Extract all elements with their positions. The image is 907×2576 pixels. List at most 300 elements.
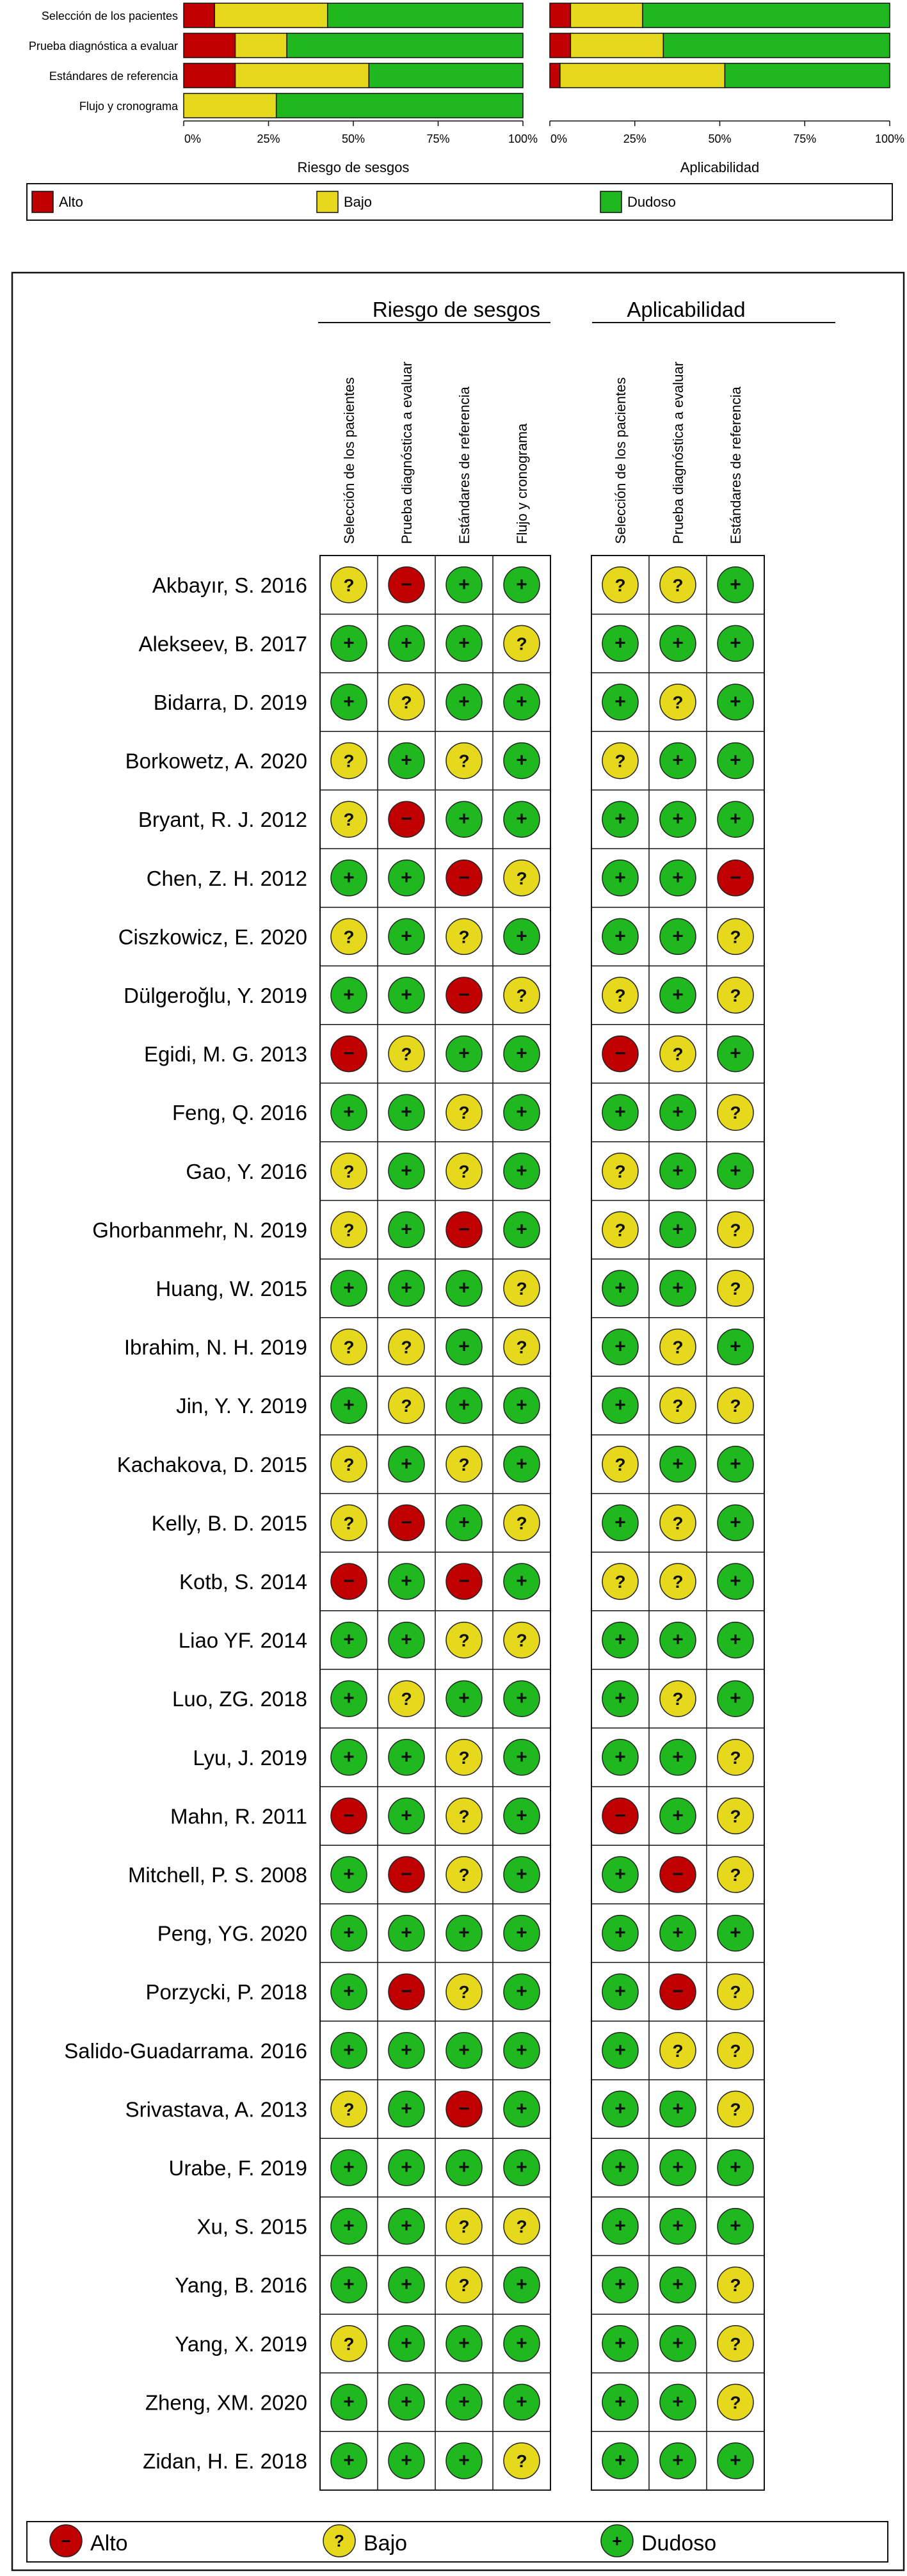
judgement-bajo — [504, 625, 540, 661]
judgement-symbol: ? — [672, 1572, 684, 1592]
judgement-bajo — [389, 1036, 424, 1072]
judgement-symbol: + — [516, 1922, 527, 1944]
judgement-dudoso — [504, 1036, 540, 1072]
judgement-dudoso — [602, 2384, 638, 2420]
judgement-symbol: + — [516, 1160, 527, 1181]
study-label: Jin, Y. Y. 2019 — [176, 1394, 307, 1418]
judgement-symbol: ? — [614, 1572, 626, 1592]
judgement-dudoso — [660, 2209, 696, 2244]
legend-label: Dudoso — [641, 2531, 717, 2556]
judgement-bajo — [504, 1329, 540, 1365]
judgement-symbol: + — [672, 1453, 684, 1475]
judgement-symbol: ? — [730, 2040, 741, 2061]
judgement-bajo — [602, 1564, 638, 1599]
study-label: Mitchell, P. S. 2008 — [127, 1863, 307, 1887]
judgement-dudoso — [660, 2326, 696, 2362]
judgement-dudoso — [446, 1036, 482, 1072]
judgement-dudoso — [504, 1857, 540, 1892]
judgement-symbol: ? — [458, 1865, 470, 1885]
judgement-dudoso — [446, 567, 482, 603]
judgement-dudoso — [660, 2150, 696, 2186]
study-label: Zheng, XM. 2020 — [145, 2390, 307, 2415]
judgement-dudoso — [602, 801, 638, 837]
legend-item-dudoso — [601, 2525, 716, 2557]
judgement-dudoso — [504, 2091, 540, 2127]
judgement-alto — [389, 1857, 424, 1892]
judgement-dudoso — [602, 2443, 638, 2479]
judgement-dudoso — [389, 1916, 424, 1951]
study-label: Luo, ZG. 2018 — [172, 1687, 307, 1711]
judgement-dudoso — [504, 1798, 540, 1834]
judgement-symbol: + — [401, 1160, 412, 1181]
study-label: Porzycki, P. 2018 — [145, 1980, 307, 2004]
judgement-symbol: + — [401, 1922, 412, 1944]
judgement-symbol: + — [516, 691, 527, 712]
judgement-dudoso — [446, 2033, 482, 2068]
judgement-dudoso — [504, 1446, 540, 1482]
judgement-symbol: ? — [516, 986, 527, 1005]
judgement-bajo — [331, 2326, 367, 2362]
judgement-dudoso — [389, 2033, 424, 2068]
judgement-alto — [389, 1505, 424, 1540]
judgement-symbol: + — [401, 749, 412, 771]
study-label: Egidi, M. G. 2013 — [144, 1042, 307, 1066]
study-label: Borkowetz, A. 2020 — [125, 749, 307, 773]
bar-segment-bajo — [184, 93, 277, 118]
judgement-symbol: + — [730, 1629, 741, 1651]
judgement-dudoso — [718, 801, 753, 837]
group-title-riesgo: Riesgo de sesgos — [372, 298, 541, 321]
judgement-bajo — [389, 684, 424, 720]
judgement-dudoso — [331, 2150, 367, 2186]
judgement-symbol: + — [672, 632, 684, 654]
judgement-dudoso — [446, 1916, 482, 1951]
study-label: Yang, B. 2016 — [175, 2273, 307, 2298]
judgement-dudoso — [331, 2267, 367, 2303]
judgement-symbol: + — [730, 1160, 741, 1181]
column-header: Prueba diagnóstica a evaluar — [670, 362, 686, 544]
judgement-symbol: + — [730, 632, 741, 654]
judgement-bajo — [718, 2033, 753, 2068]
judgement-symbol: − — [458, 2098, 470, 2120]
judgement-bajo — [331, 2091, 367, 2127]
judgement-symbol: − — [730, 867, 741, 888]
judgement-symbol: + — [730, 691, 741, 712]
study-label: Ciszkowicz, E. 2020 — [118, 925, 307, 949]
study-label: Ibrahim, N. H. 2019 — [124, 1335, 307, 1359]
study-label: Kelly, B. D. 2015 — [151, 1511, 307, 1535]
judgement-bajo — [331, 743, 367, 779]
judgement-symbol: ? — [614, 1161, 626, 1181]
judgement-dudoso — [331, 1740, 367, 1775]
judgement-symbol: + — [516, 2098, 527, 2120]
judgement-symbol: ? — [516, 1337, 527, 1357]
judgement-symbol: + — [516, 2332, 527, 2354]
judgement-bajo — [602, 977, 638, 1013]
judgement-alto — [389, 567, 424, 603]
judgement-symbol: + — [401, 632, 412, 654]
judgement-symbol: ? — [730, 1103, 741, 1123]
judgement-dudoso — [660, 1212, 696, 1247]
judgement-dudoso — [331, 2384, 367, 2420]
judgement-bajo — [718, 1270, 753, 1306]
judgement-dudoso — [504, 1564, 540, 1599]
judgement-symbol: + — [516, 1219, 527, 1240]
judgement-bajo — [446, 1153, 482, 1189]
judgement-dudoso — [660, 743, 696, 779]
bar-segment-dudoso — [369, 63, 523, 88]
judgement-symbol: ? — [458, 751, 470, 771]
judgement-bajo — [331, 1212, 367, 1247]
judgement-dudoso — [602, 1974, 638, 2010]
judgement-symbol: + — [401, 1746, 412, 1768]
judgement-symbol: + — [401, 1277, 412, 1299]
legend-label: Bajo — [344, 194, 373, 210]
judgement-alto — [446, 1212, 482, 1247]
judgement-symbol: ? — [458, 1161, 470, 1181]
judgement-symbol: + — [401, 867, 412, 888]
judgement-symbol: − — [458, 1219, 470, 1240]
judgement-symbol: ? — [730, 2099, 741, 2120]
judgement-dudoso — [504, 1153, 540, 1189]
judgement-symbol: + — [614, 1512, 626, 1533]
judgement-symbol: + — [343, 1277, 355, 1299]
judgement-symbol: + — [343, 1629, 355, 1651]
judgement-symbol: ? — [401, 692, 412, 712]
judgement-dudoso — [389, 1446, 424, 1482]
judgement-symbol: ? — [343, 751, 355, 771]
judgement-dudoso — [446, 2150, 482, 2186]
judgement-symbol: ? — [730, 2392, 741, 2413]
x-tick-label: 100% — [874, 132, 905, 145]
judgement-symbol: + — [516, 808, 527, 830]
judgement-dudoso — [660, 2384, 696, 2420]
judgement-symbol: + — [516, 1805, 527, 1827]
judgement-bajo — [660, 1681, 696, 1716]
judgement-symbol: + — [614, 2332, 626, 2354]
judgement-dudoso — [389, 1740, 424, 1775]
x-tick-label: 25% — [623, 132, 646, 145]
judgement-symbol: + — [672, 2332, 684, 2354]
judgement-dudoso — [504, 1094, 540, 1130]
judgement-symbol: + — [516, 1746, 527, 1768]
study-label: Peng, YG. 2020 — [157, 1921, 307, 1946]
judgement-symbol: − — [672, 1864, 684, 1885]
judgement-symbol: ? — [458, 1982, 470, 2003]
judgement-dudoso — [389, 1622, 424, 1658]
judgement-symbol: ? — [672, 692, 684, 712]
judgement-symbol: + — [614, 1101, 626, 1123]
judgement-dudoso — [389, 860, 424, 896]
judgement-dudoso — [504, 743, 540, 779]
judgement-bajo — [602, 1446, 638, 1482]
judgement-bajo — [718, 1388, 753, 1423]
bar-chart-riesgo — [29, 3, 538, 175]
judgement-symbol: ? — [343, 1220, 355, 1240]
legend-symbol: + — [612, 2531, 622, 2550]
bar-category-label: Selección de los pacientes — [41, 10, 178, 22]
legend-box — [27, 184, 892, 220]
matrix-legend — [27, 2522, 888, 2562]
judgement-symbol: + — [343, 984, 355, 1005]
judgement-dudoso — [331, 1270, 367, 1306]
judgement-symbol: + — [730, 573, 741, 595]
judgement-symbol: + — [401, 2098, 412, 2120]
judgement-dudoso — [504, 801, 540, 837]
judgement-dudoso — [446, 1388, 482, 1423]
judgement-symbol: ? — [730, 927, 741, 947]
judgement-alto — [718, 860, 753, 896]
study-label: Akbayır, S. 2016 — [152, 573, 307, 597]
judgement-dudoso — [331, 1388, 367, 1423]
judgement-bajo — [660, 1564, 696, 1599]
bar-segment-bajo — [560, 63, 725, 88]
judgement-dudoso — [602, 1094, 638, 1130]
judgement-dudoso — [602, 918, 638, 954]
judgement-symbol: + — [614, 1864, 626, 1885]
judgement-bajo — [446, 1798, 482, 1834]
study-label: Xu, S. 2015 — [197, 2214, 307, 2239]
x-tick-label: 50% — [341, 132, 365, 145]
judgement-symbol: ? — [516, 868, 527, 888]
judgement-symbol: + — [614, 1746, 626, 1768]
x-tick-label: 75% — [793, 132, 817, 145]
judgement-symbol: ? — [730, 2333, 741, 2354]
judgement-dudoso — [504, 2267, 540, 2303]
judgement-symbol: + — [672, 1746, 684, 1768]
bar-category-label: Flujo y cronograma — [79, 100, 178, 113]
judgement-dudoso — [389, 2267, 424, 2303]
judgement-dudoso — [446, 2326, 482, 2362]
judgement-dudoso — [660, 1270, 696, 1306]
judgement-symbol: + — [614, 1981, 626, 2003]
judgement-symbol: + — [458, 808, 470, 830]
judgement-symbol: + — [401, 925, 412, 947]
bar-segment-dudoso — [287, 33, 523, 58]
judgement-symbol: + — [401, 1219, 412, 1240]
judgement-symbol: + — [672, 1160, 684, 1181]
judgement-symbol: ? — [458, 2216, 470, 2237]
judgement-symbol: + — [458, 2039, 470, 2061]
judgement-dudoso — [718, 625, 753, 661]
bar-segment-alto — [184, 63, 236, 88]
judgement-symbol: + — [401, 1629, 412, 1651]
judgement-symbol: + — [516, 2391, 527, 2413]
judgement-dudoso — [389, 2384, 424, 2420]
column-header: Prueba diagnóstica a evaluar — [399, 362, 415, 544]
judgement-dudoso — [504, 1212, 540, 1247]
judgement-symbol: + — [343, 1864, 355, 1885]
judgement-symbol: + — [458, 2391, 470, 2413]
judgement-symbol: + — [458, 1336, 470, 1357]
judgement-symbol: ? — [516, 634, 527, 654]
judgement-symbol: ? — [458, 1454, 470, 1475]
judgement-dudoso — [718, 567, 753, 603]
judgement-symbol: + — [343, 1746, 355, 1768]
judgement-alto — [602, 1036, 638, 1072]
study-label: Kachakova, D. 2015 — [116, 1452, 307, 1476]
judgement-symbol: + — [614, 2157, 626, 2178]
judgement-symbol: + — [672, 1629, 684, 1651]
summary-legend — [27, 184, 892, 220]
study-label: Chen, Z. H. 2012 — [146, 866, 307, 890]
judgement-bajo — [331, 567, 367, 603]
judgement-symbol: + — [730, 808, 741, 830]
judgement-symbol: + — [401, 1101, 412, 1123]
judgement-symbol: + — [614, 1395, 626, 1416]
judgement-bajo — [446, 2267, 482, 2303]
judgement-bajo — [660, 567, 696, 603]
legend-label: Alto — [59, 194, 83, 210]
legend-item-bajo — [323, 2525, 407, 2557]
judgement-symbol: + — [516, 1043, 527, 1064]
judgement-dudoso — [331, 1916, 367, 1951]
judgement-symbol: ? — [343, 1454, 355, 1475]
judgement-dudoso — [331, 1622, 367, 1658]
bar-segment-alto — [550, 63, 560, 88]
judgement-symbol: ? — [343, 1161, 355, 1181]
judgement-alto — [446, 977, 482, 1013]
bar-segment-alto — [550, 33, 570, 58]
judgement-symbol: ? — [672, 2040, 684, 2061]
judgement-dudoso — [660, 801, 696, 837]
judgement-dudoso — [718, 1329, 753, 1365]
judgement-symbol: − — [401, 808, 412, 830]
judgement-bajo — [446, 1740, 482, 1775]
judgement-symbol: + — [614, 1922, 626, 1944]
bar-segment-bajo — [570, 3, 643, 28]
judgement-symbol: + — [401, 2332, 412, 2354]
judgement-symbol: + — [516, 573, 527, 595]
judgement-dudoso — [660, 1798, 696, 1834]
judgement-symbol: + — [343, 2274, 355, 2296]
judgement-dudoso — [602, 1857, 638, 1892]
bar-segment-dudoso — [725, 63, 890, 88]
judgement-alto — [389, 801, 424, 837]
judgement-symbol: ? — [730, 1982, 741, 2003]
bar-chart-title: Riesgo de sesgos — [297, 159, 410, 175]
study-label: Yang, X. 2019 — [175, 2332, 307, 2356]
judgement-bajo — [504, 860, 540, 896]
bar-category-label: Prueba diagnóstica a evaluar — [28, 40, 178, 52]
judgement-symbol: ? — [401, 1044, 412, 1064]
judgement-symbol: ? — [730, 2275, 741, 2296]
judgement-dudoso — [504, 2326, 540, 2362]
judgement-symbol: ? — [672, 575, 684, 595]
judgement-symbol: ? — [730, 1279, 741, 1299]
judgement-symbol: + — [343, 2039, 355, 2061]
judgement-symbol: ? — [614, 986, 626, 1005]
judgement-dudoso — [718, 1622, 753, 1658]
judgement-dudoso — [446, 801, 482, 837]
x-tick-label: 0% — [184, 132, 202, 145]
judgement-dudoso — [504, 1681, 540, 1716]
judgement-dudoso — [331, 1094, 367, 1130]
judgement-symbol: + — [730, 1453, 741, 1475]
judgement-dudoso — [446, 684, 482, 720]
judgement-symbol: ? — [401, 1396, 412, 1416]
judgement-symbol: − — [401, 1864, 412, 1885]
judgement-symbol: + — [516, 2157, 527, 2178]
judgement-bajo — [660, 1505, 696, 1540]
judgement-dudoso — [389, 2091, 424, 2127]
judgement-dudoso — [718, 1446, 753, 1482]
study-label: Gao, Y. 2016 — [186, 1159, 307, 1183]
judgement-alto — [660, 1974, 696, 2010]
judgement-dudoso — [331, 860, 367, 896]
legend-symbol: ? — [334, 2531, 344, 2550]
judgement-dudoso — [602, 1681, 638, 1716]
judgement-symbol: ? — [401, 1337, 412, 1357]
judgement-symbol: + — [672, 1922, 684, 1944]
judgement-dudoso — [718, 2150, 753, 2186]
x-tick-label: 50% — [708, 132, 732, 145]
judgement-symbol: + — [672, 2098, 684, 2120]
judgement-dudoso — [660, 2267, 696, 2303]
judgement-dudoso — [602, 1388, 638, 1423]
judgement-symbol: ? — [343, 927, 355, 947]
judgement-dudoso — [660, 1446, 696, 1482]
judgement-dudoso — [660, 1916, 696, 1951]
judgement-symbol: + — [672, 2157, 684, 2178]
judgement-symbol: + — [614, 691, 626, 712]
judgement-dudoso — [602, 684, 638, 720]
judgement-bajo — [504, 1505, 540, 1540]
judgement-symbol: + — [672, 1805, 684, 1827]
judgement-dudoso — [602, 1740, 638, 1775]
judgement-symbol: − — [401, 1981, 412, 2003]
judgement-dudoso — [602, 1916, 638, 1951]
judgement-dudoso — [602, 2150, 638, 2186]
bar-segment-alto — [550, 3, 570, 28]
judgement-symbol: − — [343, 1571, 355, 1592]
judgement-symbol: + — [614, 2450, 626, 2471]
judgement-symbol: ? — [672, 1337, 684, 1357]
judgement-symbol: + — [672, 2274, 684, 2296]
judgement-bajo — [331, 918, 367, 954]
judgement-bajo — [331, 1505, 367, 1540]
judgement-dudoso — [331, 2033, 367, 2068]
bar-segment-bajo — [236, 33, 287, 58]
judgement-alto — [660, 1857, 696, 1892]
judgement-symbol: + — [401, 984, 412, 1005]
judgement-symbol: + — [730, 1336, 741, 1357]
column-header: Estándares de referencia — [456, 387, 472, 544]
judgement-symbol: + — [458, 1395, 470, 1416]
judgement-symbol: + — [516, 1395, 527, 1416]
judgement-bajo — [602, 1153, 638, 1189]
x-tick-label: 25% — [257, 132, 280, 145]
judgement-dudoso — [504, 567, 540, 603]
legend-label: Dudoso — [627, 194, 676, 210]
judgement-symbol: ? — [458, 2275, 470, 2296]
judgement-dudoso — [660, 1622, 696, 1658]
bar-segment-dudoso — [663, 33, 890, 58]
judgement-symbol: + — [401, 2274, 412, 2296]
judgement-symbol: + — [614, 808, 626, 830]
bar-category-label: Estándares de referencia — [49, 70, 178, 83]
judgement-symbol: ? — [458, 1630, 470, 1651]
judgement-dudoso — [660, 918, 696, 954]
judgement-symbol: + — [730, 1571, 741, 1592]
judgement-symbol: ? — [343, 575, 355, 595]
judgement-symbol: ? — [343, 2099, 355, 2120]
judgement-symbol: + — [343, 1922, 355, 1944]
judgement-symbol: + — [343, 2157, 355, 2178]
judgement-dudoso — [331, 1857, 367, 1892]
judgement-dudoso — [389, 1212, 424, 1247]
summary-bar-charts — [29, 3, 904, 175]
